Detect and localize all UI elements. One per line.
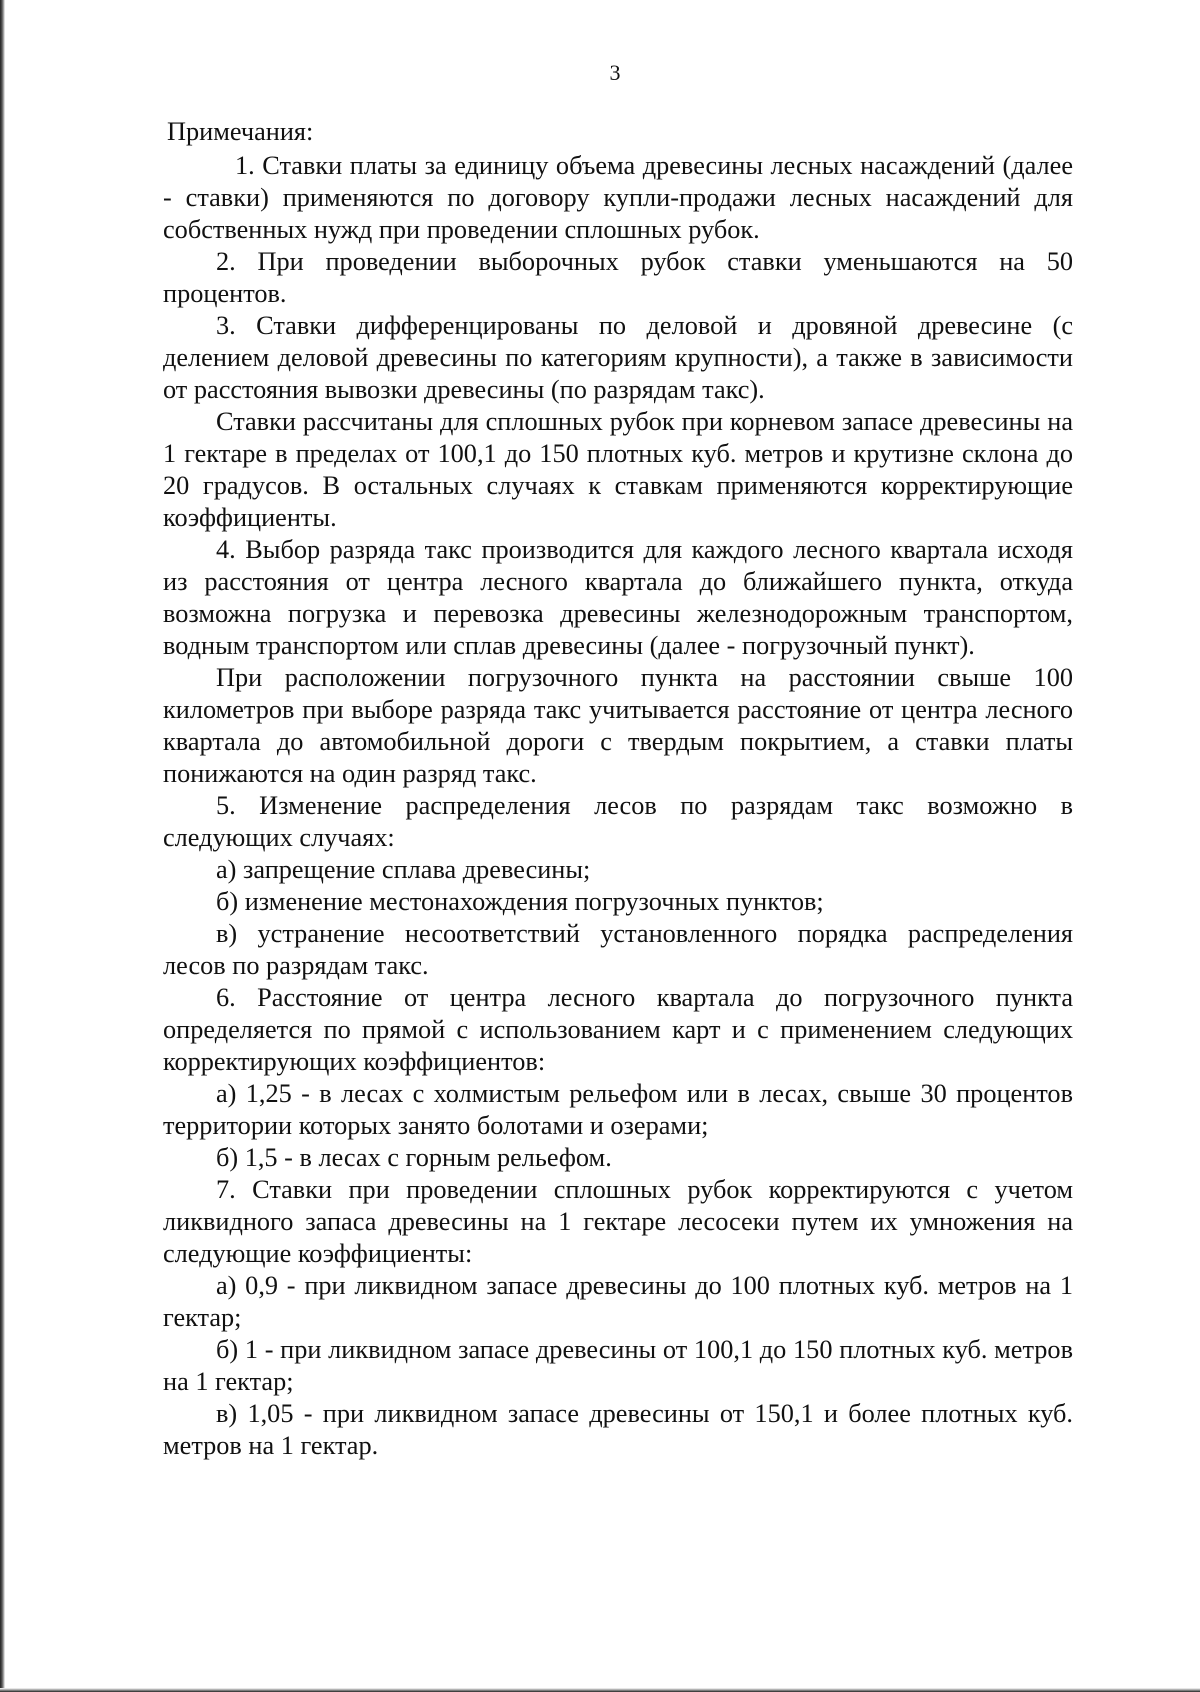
notes-heading: Примечания: bbox=[167, 117, 314, 146]
note-paragraph: При расположении погрузочного пункта на расстоянии свыше 100 километров при выборе разряда такс учитывается расстояние от центра лесного квартала до автомобильной дороги с твердым покрытием, а ставки платы понижаются на один разряд такс. bbox=[163, 663, 1073, 788]
note-paragraph: 4. Выбор разряда такс производится для каждого лесного квартала исходя из расстояния от центра лесного квартала до ближайшего пункта, откуда возможна погрузка и перевозка древесины железнодорожным транспортом, водным транспортом или сплав древесины (далее - погрузочный пункт). bbox=[163, 535, 1073, 660]
note-paragraph: 6. Расстояние от центра лесного квартала до погрузочного пункта определяется по прямой с использованием карт и с применением следующих корректирующих коэффициентов: bbox=[163, 983, 1073, 1076]
note-paragraph: Ставки рассчитаны для сплошных рубок при корневом запасе древесины на 1 гектаре в пределах от 100,1 до 150 плотных куб. метров и крутизне склона до 20 градусов. В остальных случаях к ставкам применяются корректирующие коэффициенты. bbox=[163, 407, 1073, 532]
scan-left-edge bbox=[0, 0, 5, 1692]
note-list-item: а) 0,9 - при ликвидном запасе древесины до 100 плотных куб. метров на 1 гектар; bbox=[163, 1271, 1073, 1332]
note-list-item: а) 1,25 - в лесах с холмистым рельефом или в лесах, свыше 30 процентов территории которых занято болотами и озерами; bbox=[163, 1079, 1073, 1140]
page-number: 3 bbox=[609, 60, 621, 85]
note-paragraph: 2. При проведении выборочных рубок ставки уменьшаются на 50 процентов. bbox=[163, 247, 1073, 308]
note-list-item: б) изменение местонахождения погрузочных пунктов; bbox=[216, 887, 824, 916]
note-paragraph: 7. Ставки при проведении сплошных рубок корректируются с учетом ликвидного запаса древесины на 1 гектаре лесосеки путем их умножения на следующие коэффициенты: bbox=[163, 1175, 1073, 1268]
note-list-item: а) запрещение сплава древесины; bbox=[216, 855, 591, 884]
scan-bottom-edge bbox=[0, 1688, 1200, 1692]
note-list-item: б) 1 - при ликвидном запасе древесины от 100,1 до 150 плотных куб. метров на 1 гектар; bbox=[163, 1335, 1073, 1396]
note-paragraph: 3. Ставки дифференцированы по деловой и дровяной древесине (с делением деловой древесины по категориям крупности), а также в зависимости от расстояния вывозки древесины (по разрядам такс). bbox=[163, 311, 1073, 404]
note-paragraph: 5. Изменение распределения лесов по разрядам такс возможно в следующих случаях: bbox=[163, 791, 1073, 852]
note-list-item: в) устранение несоответствий установленного порядка распределения лесов по разрядам такс. bbox=[163, 919, 1073, 980]
note-list-item: б) 1,5 - в лесах с горным рельефом. bbox=[216, 1143, 612, 1172]
notes-section bbox=[163, 116, 1073, 1462]
note-paragraph: 1. Ставки платы за единицу объема древесины лесных насаждений (далее - ставки) применяются по договору купли-продажи лесных насаждений для собственных нужд при проведении сплошных рубок. bbox=[163, 151, 1073, 244]
note-list-item: в) 1,05 - при ликвидном запасе древесины от 150,1 и более плотных куб. метров на 1 гектар. bbox=[163, 1399, 1073, 1460]
